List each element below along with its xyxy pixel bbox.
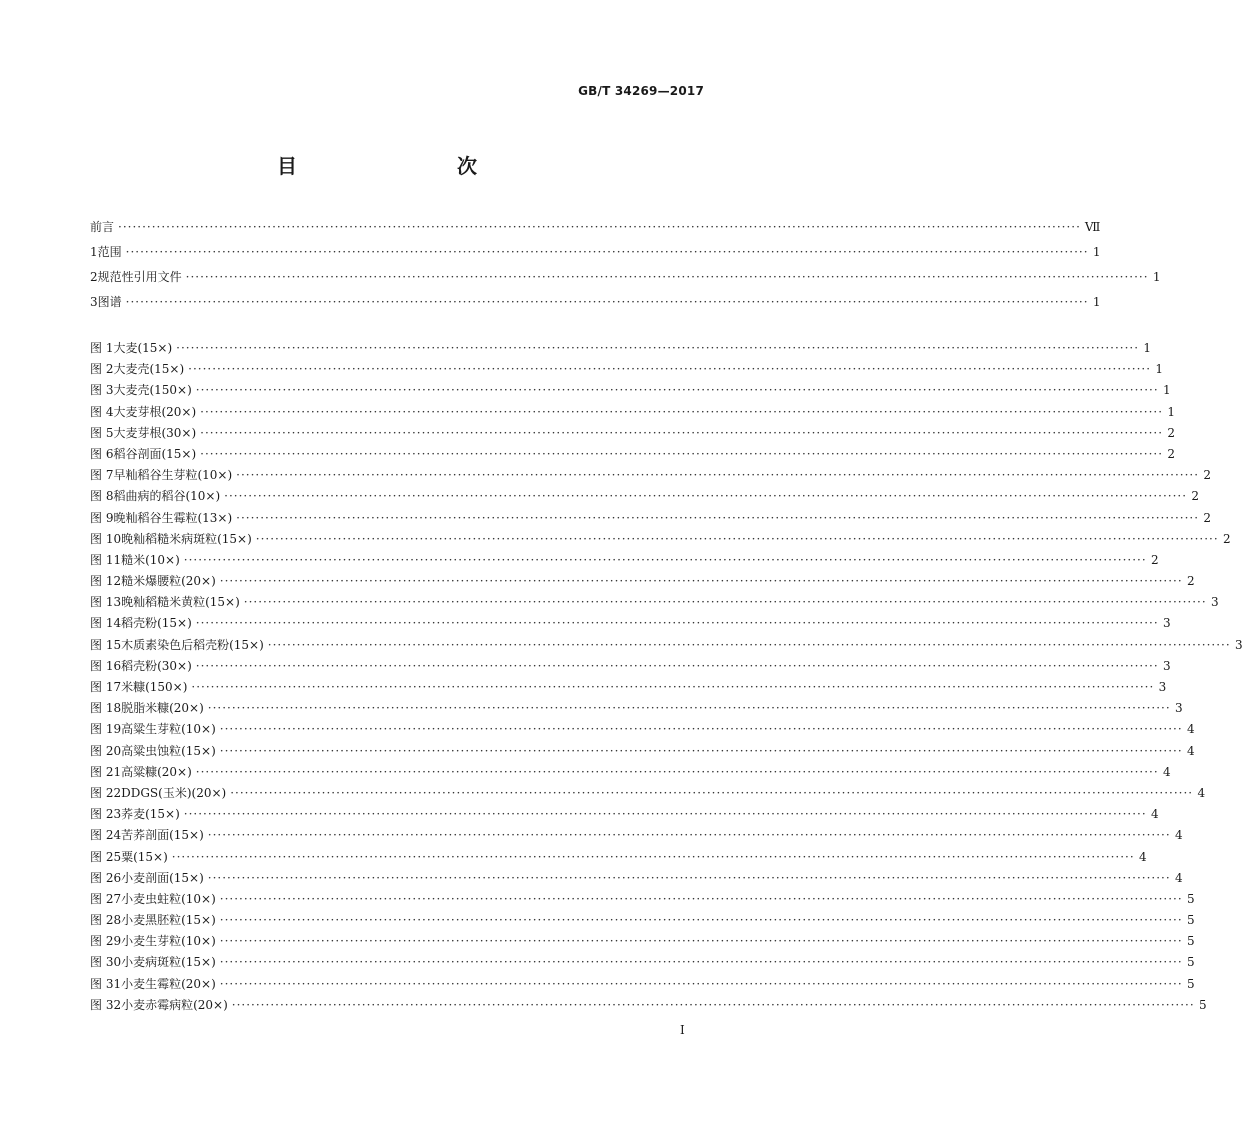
toc-entry-title: 稻壳粉(15×) [121, 616, 192, 631]
toc-entry-number: 图 23 [90, 807, 122, 822]
toc-figure-entry[interactable] [90, 891, 1195, 914]
toc-entry-page: 5 [1187, 934, 1195, 949]
dot-leader: ········································································································································································································ [207, 701, 1171, 716]
standard-number: GB/T 34269—2017 [578, 84, 704, 98]
toc-entry-number: 图 24 [90, 828, 122, 843]
toc-entry-title: 高粱糠(20×) [121, 764, 192, 779]
toc-figures [90, 341, 1243, 1020]
toc-entry-number: 3 [90, 295, 98, 309]
toc-entry-title: 大麦(15×) [113, 341, 173, 355]
toc-entry-number: 图 15 [90, 637, 122, 652]
toc-entry-number: 图 19 [90, 722, 122, 737]
toc-entry-title: 早籼稻谷生芽粒(10×) [113, 468, 233, 483]
toc-figure-entry[interactable] [90, 913, 1195, 935]
toc-entry-page: 3 [1211, 595, 1219, 610]
toc-entry-number: 图 5 [90, 425, 114, 440]
toc-entry-title: 高粱生芽粒(10×) [121, 722, 216, 737]
dot-leader: ········································································································································································································ [207, 828, 1171, 843]
dot-leader: ········································································································································································································ [171, 849, 1135, 864]
toc-entry-page: 2 [1167, 446, 1176, 461]
page-number: Ⅰ [680, 1023, 685, 1037]
toc-entry-title: 小麦赤霉病粒(20×) [121, 997, 228, 1012]
dot-leader: ········································································································································································································ [185, 270, 1149, 284]
dot-leader: ········································································································································································································ [243, 595, 1207, 610]
dot-leader: ········································································································································································································ [231, 997, 1195, 1012]
dot-leader: ········································································································································································································ [125, 295, 1089, 309]
toc-entry-number: 图 31 [90, 976, 122, 991]
dot-leader: ········································································································································································································ [219, 976, 1183, 991]
toc-figure-entry[interactable] [90, 934, 1195, 956]
toc-entry-page: 4 [1139, 849, 1147, 864]
toc-figure-entry[interactable] [90, 680, 1167, 702]
toc-entry-page: 4 [1151, 807, 1159, 822]
toc-entry-number: 图 30 [90, 955, 122, 970]
toc-entry-page: 4 [1187, 743, 1195, 758]
toc-section-entry[interactable] [90, 295, 1101, 321]
toc-entry-title: 范围 [97, 245, 122, 259]
dot-leader: ········································································································································································································ [183, 807, 1147, 822]
toc-entry-page: 1 [1167, 404, 1176, 419]
toc-entry-number: 图 27 [90, 891, 122, 906]
toc-figure-entry[interactable] [90, 807, 1159, 829]
toc-entry-number: 图 18 [90, 701, 122, 716]
toc-figure-entry[interactable] [90, 616, 1171, 638]
toc-entry-page: 3 [1163, 658, 1171, 673]
toc-entry-title: 荞麦(15×) [121, 807, 180, 822]
toc-entry-title: 米糠(150×) [121, 680, 188, 694]
toc-figure-entry[interactable] [90, 722, 1195, 744]
toc-entry-title: 规范性引用文件 [97, 270, 182, 284]
toc-entry-number: 图 25 [90, 849, 122, 864]
toc-entry-page: 2 [1167, 425, 1176, 440]
toc-entry-title: 小麦生芽粒(10×) [121, 934, 216, 949]
toc-sections [90, 220, 1161, 321]
dot-leader: ········································································································································································································ [219, 743, 1183, 758]
dot-leader: ········································································································································································································ [200, 425, 1164, 440]
toc-entry-title: 稻谷剖面(15×) [113, 446, 197, 461]
toc-entry-number: 图 9 [90, 510, 114, 525]
dot-leader: ········································································································································································································ [219, 955, 1183, 970]
toc-entry-page: 3 [1158, 680, 1167, 694]
toc-entry-title: 晚籼稻谷生霉粒(13×) [113, 510, 233, 525]
toc-entry-number: 图 7 [90, 468, 114, 483]
toc-entry-number: 图 20 [90, 743, 122, 758]
toc-figure-entry[interactable] [90, 637, 1243, 660]
toc-entry-title: DDGS(玉米)(20×) [121, 785, 227, 800]
toc-figure-entry[interactable] [90, 404, 1176, 427]
toc-entry-page: 1 [1143, 341, 1152, 355]
toc-entry-title: 大麦芽根(20×) [113, 404, 197, 419]
toc-entry-title: 小麦虫蛀粒(10×) [121, 891, 216, 906]
toc-entry-title: 晚籼稻糙米病斑粒(15×) [121, 531, 252, 546]
toc-entry-page: 5 [1187, 976, 1195, 991]
toc-section-entry[interactable] [90, 245, 1101, 271]
dot-leader: ········································································································································································································ [236, 468, 1200, 483]
dot-leader: ········································································································································································································ [230, 785, 1194, 800]
toc-figure-entry[interactable] [90, 828, 1183, 850]
toc-entry-title: 稻曲病的稻谷(10×) [113, 489, 221, 504]
toc-entry-title: 木质素染色后稻壳粉(15×) [121, 637, 264, 652]
toc-entry-title: 图谱 [97, 295, 122, 309]
toc-entry-number: 图 11 [90, 552, 122, 567]
dot-leader: ········································································································································································································ [219, 913, 1183, 928]
toc-entry-title: 糙米(10×) [121, 552, 180, 567]
toc-entry-number: 图 22 [90, 785, 122, 800]
toc-figure-entry[interactable] [90, 997, 1207, 1020]
toc-figure-entry[interactable] [90, 531, 1231, 554]
toc-entry-title: 小麦剖面(15×) [121, 870, 204, 885]
toc-figure-entry[interactable] [90, 870, 1183, 893]
toc-entry-page: 2 [1203, 468, 1212, 483]
toc-entry-page: 5 [1199, 997, 1207, 1012]
toc-figure-entry[interactable] [90, 701, 1183, 723]
dot-leader: ········································································································································································································ [183, 552, 1147, 567]
toc-entry-page: 2 [1191, 489, 1200, 504]
toc-figure-entry[interactable] [90, 764, 1171, 787]
dot-leader: ········································································································································································································ [200, 446, 1164, 461]
dot-leader: ········································································································································································································ [207, 870, 1171, 885]
toc-entry-number: 图 14 [90, 616, 122, 631]
toc-figure-entry[interactable] [90, 468, 1212, 490]
dot-leader: ········································································································································································································ [125, 245, 1089, 259]
toc-figure-entry[interactable] [90, 574, 1195, 596]
toc-entry-page: 2 [1203, 510, 1212, 525]
dot-leader: ········································································································································································································ [224, 489, 1188, 504]
toc-entry-number: 图 6 [90, 446, 114, 461]
page-title: 目 次 [277, 154, 517, 178]
toc-figure-entry[interactable] [90, 362, 1164, 384]
toc-entry-page: 4 [1187, 722, 1195, 737]
toc-entry-page: Ⅶ [1084, 220, 1101, 234]
toc-figure-entry[interactable] [90, 489, 1200, 511]
toc-entry-page: 4 [1175, 870, 1183, 885]
toc-section-entry[interactable] [90, 270, 1161, 296]
dot-leader: ········································································································································································································ [191, 680, 1155, 694]
toc-entry-title: 粟(15×) [121, 849, 168, 864]
toc-entry-title: 小麦生霉粒(20×) [121, 976, 216, 991]
toc-section-entry[interactable] [90, 220, 1101, 246]
toc-entry-title: 脱脂米糠(20×) [121, 701, 204, 716]
toc-entry-title: 糙米爆腰粒(20×) [121, 574, 216, 589]
toc-entry-title: 大麦壳(15×) [113, 362, 185, 377]
toc-figure-entry[interactable] [90, 446, 1176, 469]
toc-entry-page: 3 [1163, 616, 1171, 631]
toc-figure-entry[interactable] [90, 552, 1159, 575]
dot-leader: ········································································································································································································ [188, 362, 1152, 377]
toc-entry-page: 3 [1235, 637, 1243, 652]
dot-leader: ········································································································································································································ [219, 934, 1183, 949]
dot-leader: ········································································································································································································ [219, 722, 1183, 737]
toc-figure-entry[interactable] [90, 341, 1152, 363]
toc-entry-number: 图 12 [90, 574, 122, 589]
dot-leader: ········································································································································································································ [255, 531, 1219, 546]
toc-entry-page: 1 [1155, 362, 1164, 377]
toc-entry-page: 3 [1175, 701, 1183, 716]
toc-entry-number: 图 10 [90, 531, 122, 546]
dot-leader: ········································································································································································································ [118, 220, 1081, 234]
toc-entry-page: 5 [1187, 955, 1195, 970]
toc-entry-title: 前言 [90, 220, 115, 234]
toc-entry-number: 图 17 [90, 680, 122, 694]
toc-entry-number: 1 [90, 245, 98, 259]
toc-entry-number: 图 4 [90, 404, 114, 419]
toc-entry-page: 5 [1187, 913, 1195, 928]
toc-entry-number: 图 21 [90, 764, 122, 779]
toc-figure-entry[interactable] [90, 849, 1147, 872]
toc-entry-page: 2 [1187, 574, 1195, 589]
dot-leader: ········································································································································································································ [236, 510, 1200, 525]
toc-entry-page: 1 [1092, 295, 1101, 309]
toc-entry-title: 大麦芽根(30×) [113, 425, 197, 440]
toc-entry-page: 1 [1152, 270, 1161, 284]
toc-entry-title: 晚籼稻糙米黄粒(15×) [121, 595, 240, 610]
toc-entry-title: 稻壳粉(30×) [121, 658, 192, 673]
toc-entry-page: 4 [1175, 828, 1183, 843]
toc-figure-entry[interactable] [90, 785, 1206, 808]
toc-entry-number: 图 1 [90, 341, 114, 355]
toc-entry-number: 图 3 [90, 383, 114, 398]
dot-leader: ········································································································································································································ [219, 574, 1183, 589]
toc-figure-entry[interactable] [90, 955, 1195, 977]
toc-entry-number: 图 13 [90, 595, 122, 610]
dot-leader: ········································································································································································································ [176, 341, 1140, 355]
toc-entry-number: 图 16 [90, 658, 122, 673]
dot-leader: ········································································································································································································ [200, 404, 1164, 419]
toc-entry-title: 小麦病斑粒(15×) [121, 955, 216, 970]
dot-leader: ········································································································································································································ [195, 658, 1159, 673]
toc-figure-entry[interactable] [90, 595, 1219, 617]
toc-figure-entry[interactable] [90, 658, 1171, 681]
toc-entry-page: 4 [1163, 764, 1171, 779]
toc-figure-entry[interactable] [90, 743, 1195, 766]
toc-entry-page: 5 [1187, 891, 1195, 906]
toc-entry-title: 小麦黑胚粒(15×) [121, 913, 216, 928]
toc-entry-title: 大麦壳(150×) [113, 383, 192, 398]
toc-entry-page: 1 [1092, 245, 1101, 259]
toc-entry-number: 图 26 [90, 870, 122, 885]
toc-entry-number: 图 29 [90, 934, 122, 949]
toc-entry-number: 图 2 [90, 362, 114, 377]
toc-entry-number: 图 32 [90, 997, 122, 1012]
toc-entry-number: 图 28 [90, 913, 122, 928]
dot-leader: ········································································································································································································ [195, 383, 1159, 398]
toc-entry-page: 2 [1151, 552, 1159, 567]
toc-figure-entry[interactable] [90, 383, 1171, 405]
dot-leader: ········································································································································································································ [195, 616, 1159, 631]
toc-entry-page: 1 [1163, 383, 1171, 398]
toc-figure-entry[interactable] [90, 425, 1176, 448]
toc-entry-title: 高粱虫蚀粒(15×) [121, 743, 216, 758]
toc-entry-page: 4 [1197, 785, 1206, 800]
toc-figure-entry[interactable] [90, 510, 1212, 533]
toc-entry-number: 2 [90, 270, 98, 284]
toc-figure-entry[interactable] [90, 976, 1195, 999]
toc-entry-page: 2 [1223, 531, 1231, 546]
dot-leader: ········································································································································································································ [267, 637, 1231, 652]
dot-leader: ········································································································································································································ [195, 764, 1159, 779]
toc-entry-number: 图 8 [90, 489, 114, 504]
toc-entry-title: 苦荞剖面(15×) [121, 828, 204, 843]
dot-leader: ········································································································································································································ [219, 891, 1183, 906]
